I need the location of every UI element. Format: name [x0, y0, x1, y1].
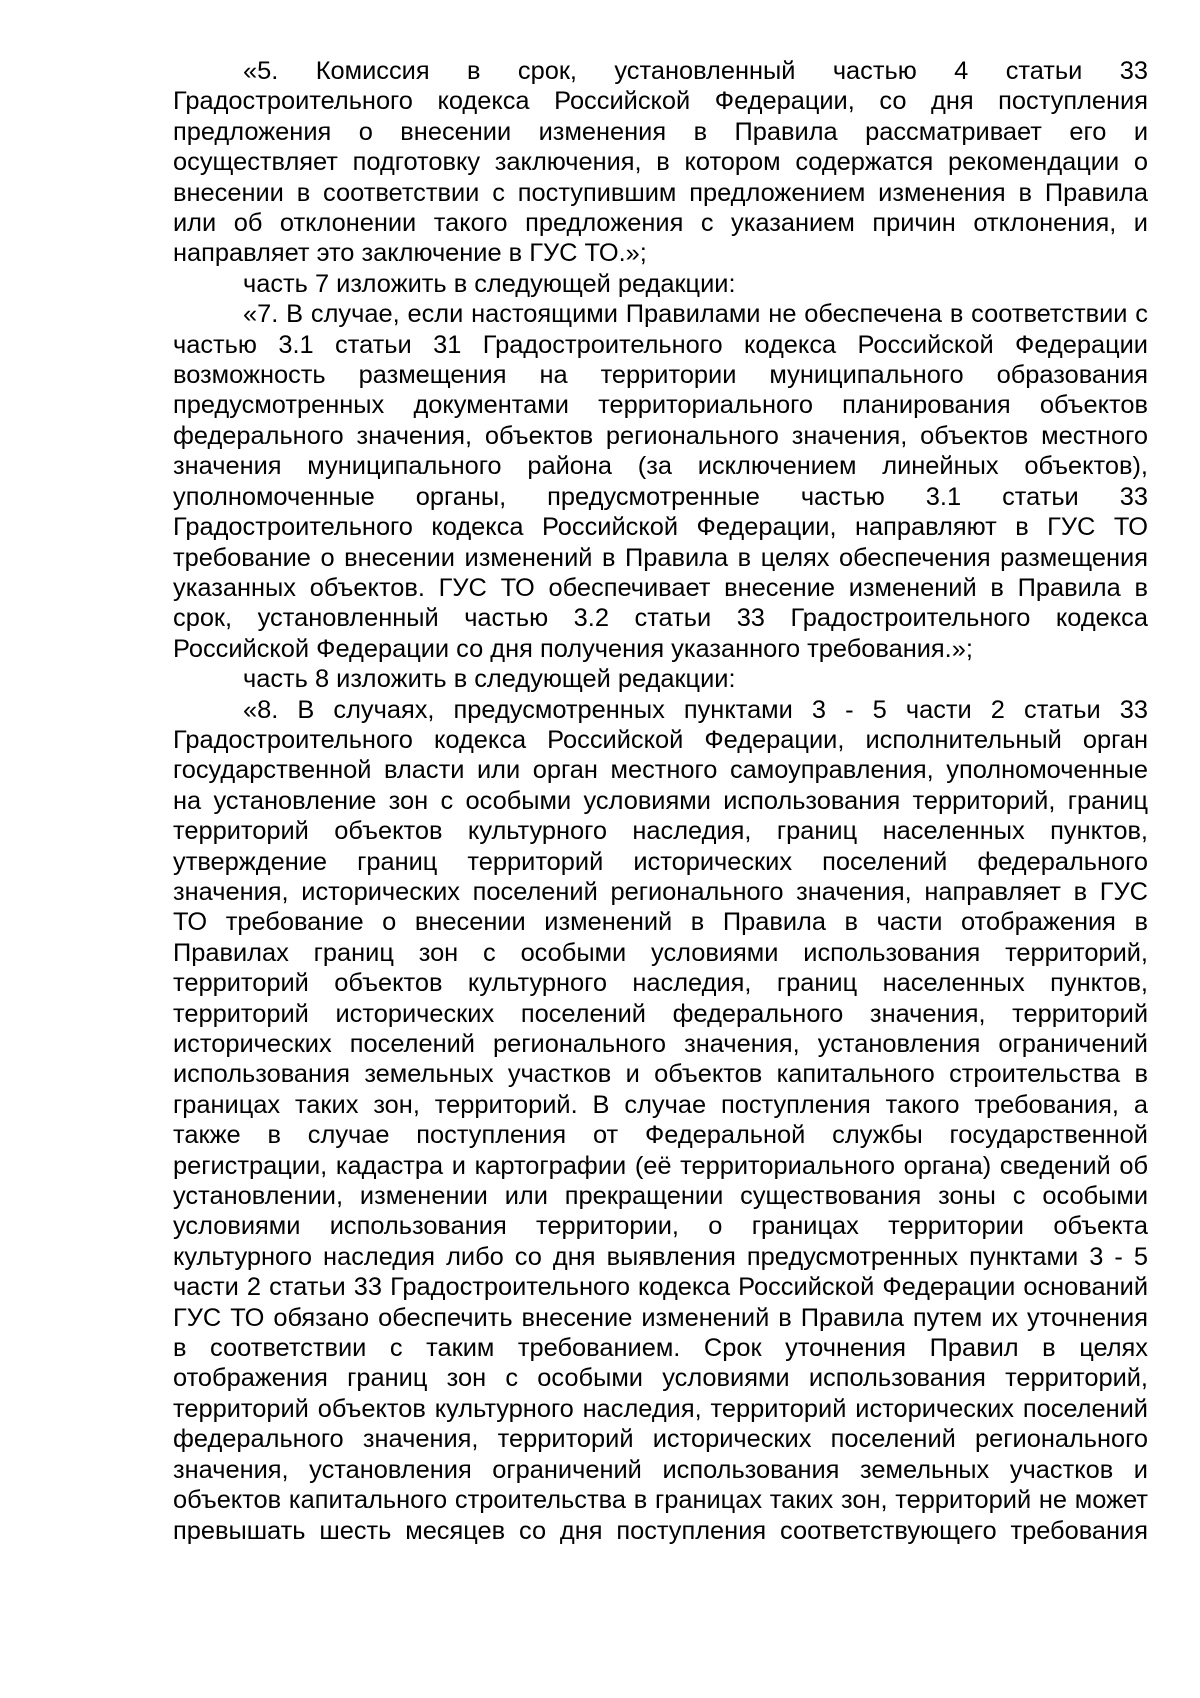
paragraph-part-7-intro: часть 7 изложить в следующей редакции: — [243, 269, 736, 298]
paragraph-clause-8: «8. В случаях, предусмотренных пунктами 3 - 5 части 2 статьи 33 Градостроительного кодекса Российской Федерации, исполнительный орган государственной власти или орган местного самоуправления, уполномоченные на установление зон с особыми условиями использования территорий, границ территорий объектов культурного наследия, границ населенных пунктов, утверждение границ территорий исторических поселений федерального значения, исторических поселений регионального значения, направляет в ГУС ТО требование о внесении изменений в Правила в части отображения в Правилах границ зон с особыми условиями использования территорий, территорий объектов культурного наследия, границ населенных пунктов, территорий исторических поселений федерального значения, территорий исторических поселений регионального значения, установления ограничений использования земельных участков и объектов капитального строительства в границах таких зон, территорий. В случае поступления такого требования, а также в случае поступления от Федеральной службы государственной регистрации, кадастра и картографии (её территориального органа) сведений об установлении, изменении или прекращении существования зоны с особыми условиями использования территории, о границах территории объекта культурного наследия либо со дня выявления предусмотренных пунктами 3 - 5 части 2 статьи 33 Градостроительного кодекса Российской Федерации оснований ГУС ТО обязано обеспечить внесение изменений в Правила путем их уточнения в соответствии с таким требованием. Срок уточнения Правил в целях отображения границ зон с особыми условиями использования территорий, территорий объектов культурного наследия, территорий исторических поселений федерального значения, территорий исторических поселений регионального значения, установления ограничений использования земельных участков и объектов капитального строительства в границах таких зон, территорий не может превышать шесть месяцев со дня поступления соответствующего требования — [173, 695, 1148, 1545]
paragraph-clause-7: «7. В случае, если настоящими Правилами не обеспечена в соответствии с частью 3.1 статьи 31 Градостроительного кодекса Российской Федерации возможность размещения на территории муниципального образования предусмотренных документами территориального планирования объектов федерального значения, объектов регионального значения, объектов местного значения муниципального района (за исключением линейных объектов), уполномоченные органы, предусмотренные частью 3.1 статьи 33 Градостроительного кодекса Российской Федерации, направляют в ГУС ТО требование о внесении изменений в Правила в целях обеспечения размещения указанных объектов. ГУС ТО обеспечивает внесение изменений в Правила в срок, установленный частью 3.2 статьи 33 Градостроительного кодекса Российской Федерации со дня получения указанного требования.»; — [173, 300, 1148, 663]
document-page — [173, 56, 1148, 1546]
paragraph-part-8-intro: часть 8 изложить в следующей редакции: — [243, 665, 736, 694]
paragraph-clause-5: «5. Комиссия в срок, установленный частью 4 статьи 33 Градостроительного кодекса Российской Федерации, со дня поступления предложения о внесении изменения в Правила рассматривает его и осуществляет подготовку заключения, в котором содержатся рекомендации о внесении в соответствии с поступившим предложением изменения в Правила или об отклонении такого предложения с указанием причин отклонения, и направляет это заключение в ГУС ТО.»; — [173, 57, 1148, 268]
